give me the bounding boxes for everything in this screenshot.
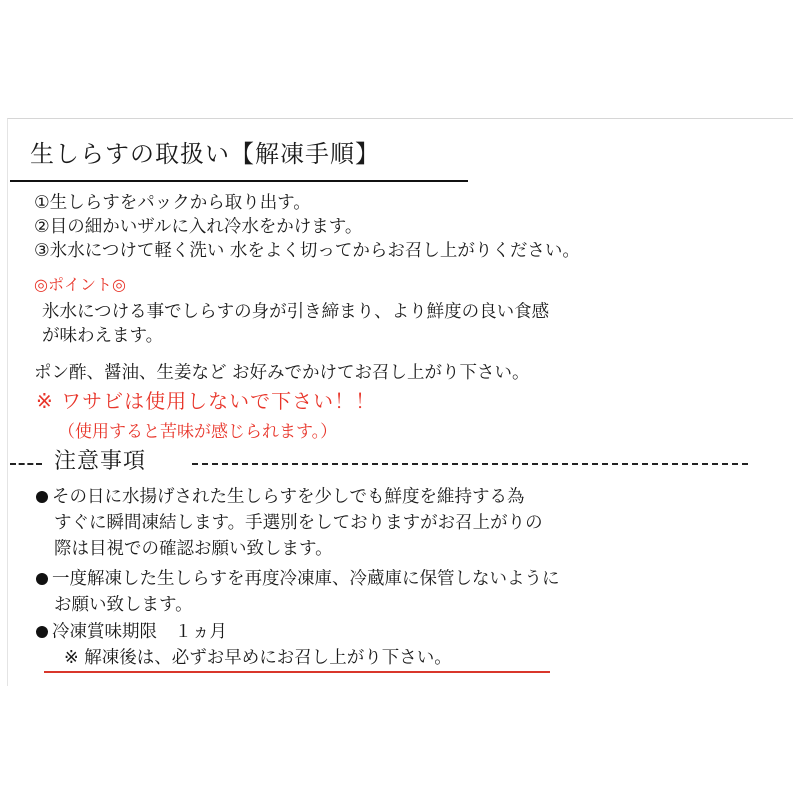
note-1-line-3: 際は目視での確認お願い致します。	[54, 539, 333, 559]
bullet-icon	[36, 491, 48, 503]
title-underline	[10, 180, 468, 182]
after-thaw-note: ※ 解凍後は、必ずお早めにお召し上がり下さい。	[64, 648, 452, 668]
notes-heading: 注意事項	[54, 449, 147, 474]
wasabi-warning: ※ ワサビは使用しないで下さい！！	[36, 389, 377, 413]
step-1: ①生しらすをパックから取り出す。	[34, 193, 311, 213]
page-title: 生しらすの取扱い【解凍手順】	[30, 140, 380, 168]
point-heading: ◎ポイント◎	[34, 275, 126, 294]
after-thaw-underline	[44, 671, 550, 673]
serving-suggestion: ポン酢、醤油、生姜など お好みでかけてお召し上がり下さい。	[34, 363, 530, 383]
bullet-icon	[36, 626, 48, 638]
point-line-1: 氷水につける事でしらすの身が引き締まり、より鮮度の良い食感	[42, 302, 550, 322]
point-line-2: が味わえます。	[42, 326, 164, 346]
notes-rule-right	[192, 463, 748, 465]
note-2-line-1: 一度解凍した生しらすを再度冷凍庫、冷蔵庫に保管しないように	[36, 568, 560, 590]
step-3: ③氷水につけて軽く洗い 水をよく切ってからお召し上がりください。	[34, 241, 580, 261]
wasabi-warning-note: （使用すると苦味が感じられます。）	[58, 422, 338, 442]
note-2-line-2: お願い致します。	[54, 595, 193, 615]
step-2: ②目の細かいザルに入れ冷水をかけます。	[34, 217, 363, 237]
bullet-icon	[36, 573, 48, 585]
handling-instructions-card	[7, 118, 793, 686]
notes-rule-left	[10, 463, 42, 465]
note-3: 冷凍賞味期限 １ヵ月	[36, 621, 227, 643]
note-1-line-1: その日に水揚げされた生しらすを少しでも鮮度を維持する為	[36, 486, 525, 508]
note-1-line-2: すぐに瞬間凍結します。手選別をしておりますがお召上がりの	[54, 513, 543, 533]
